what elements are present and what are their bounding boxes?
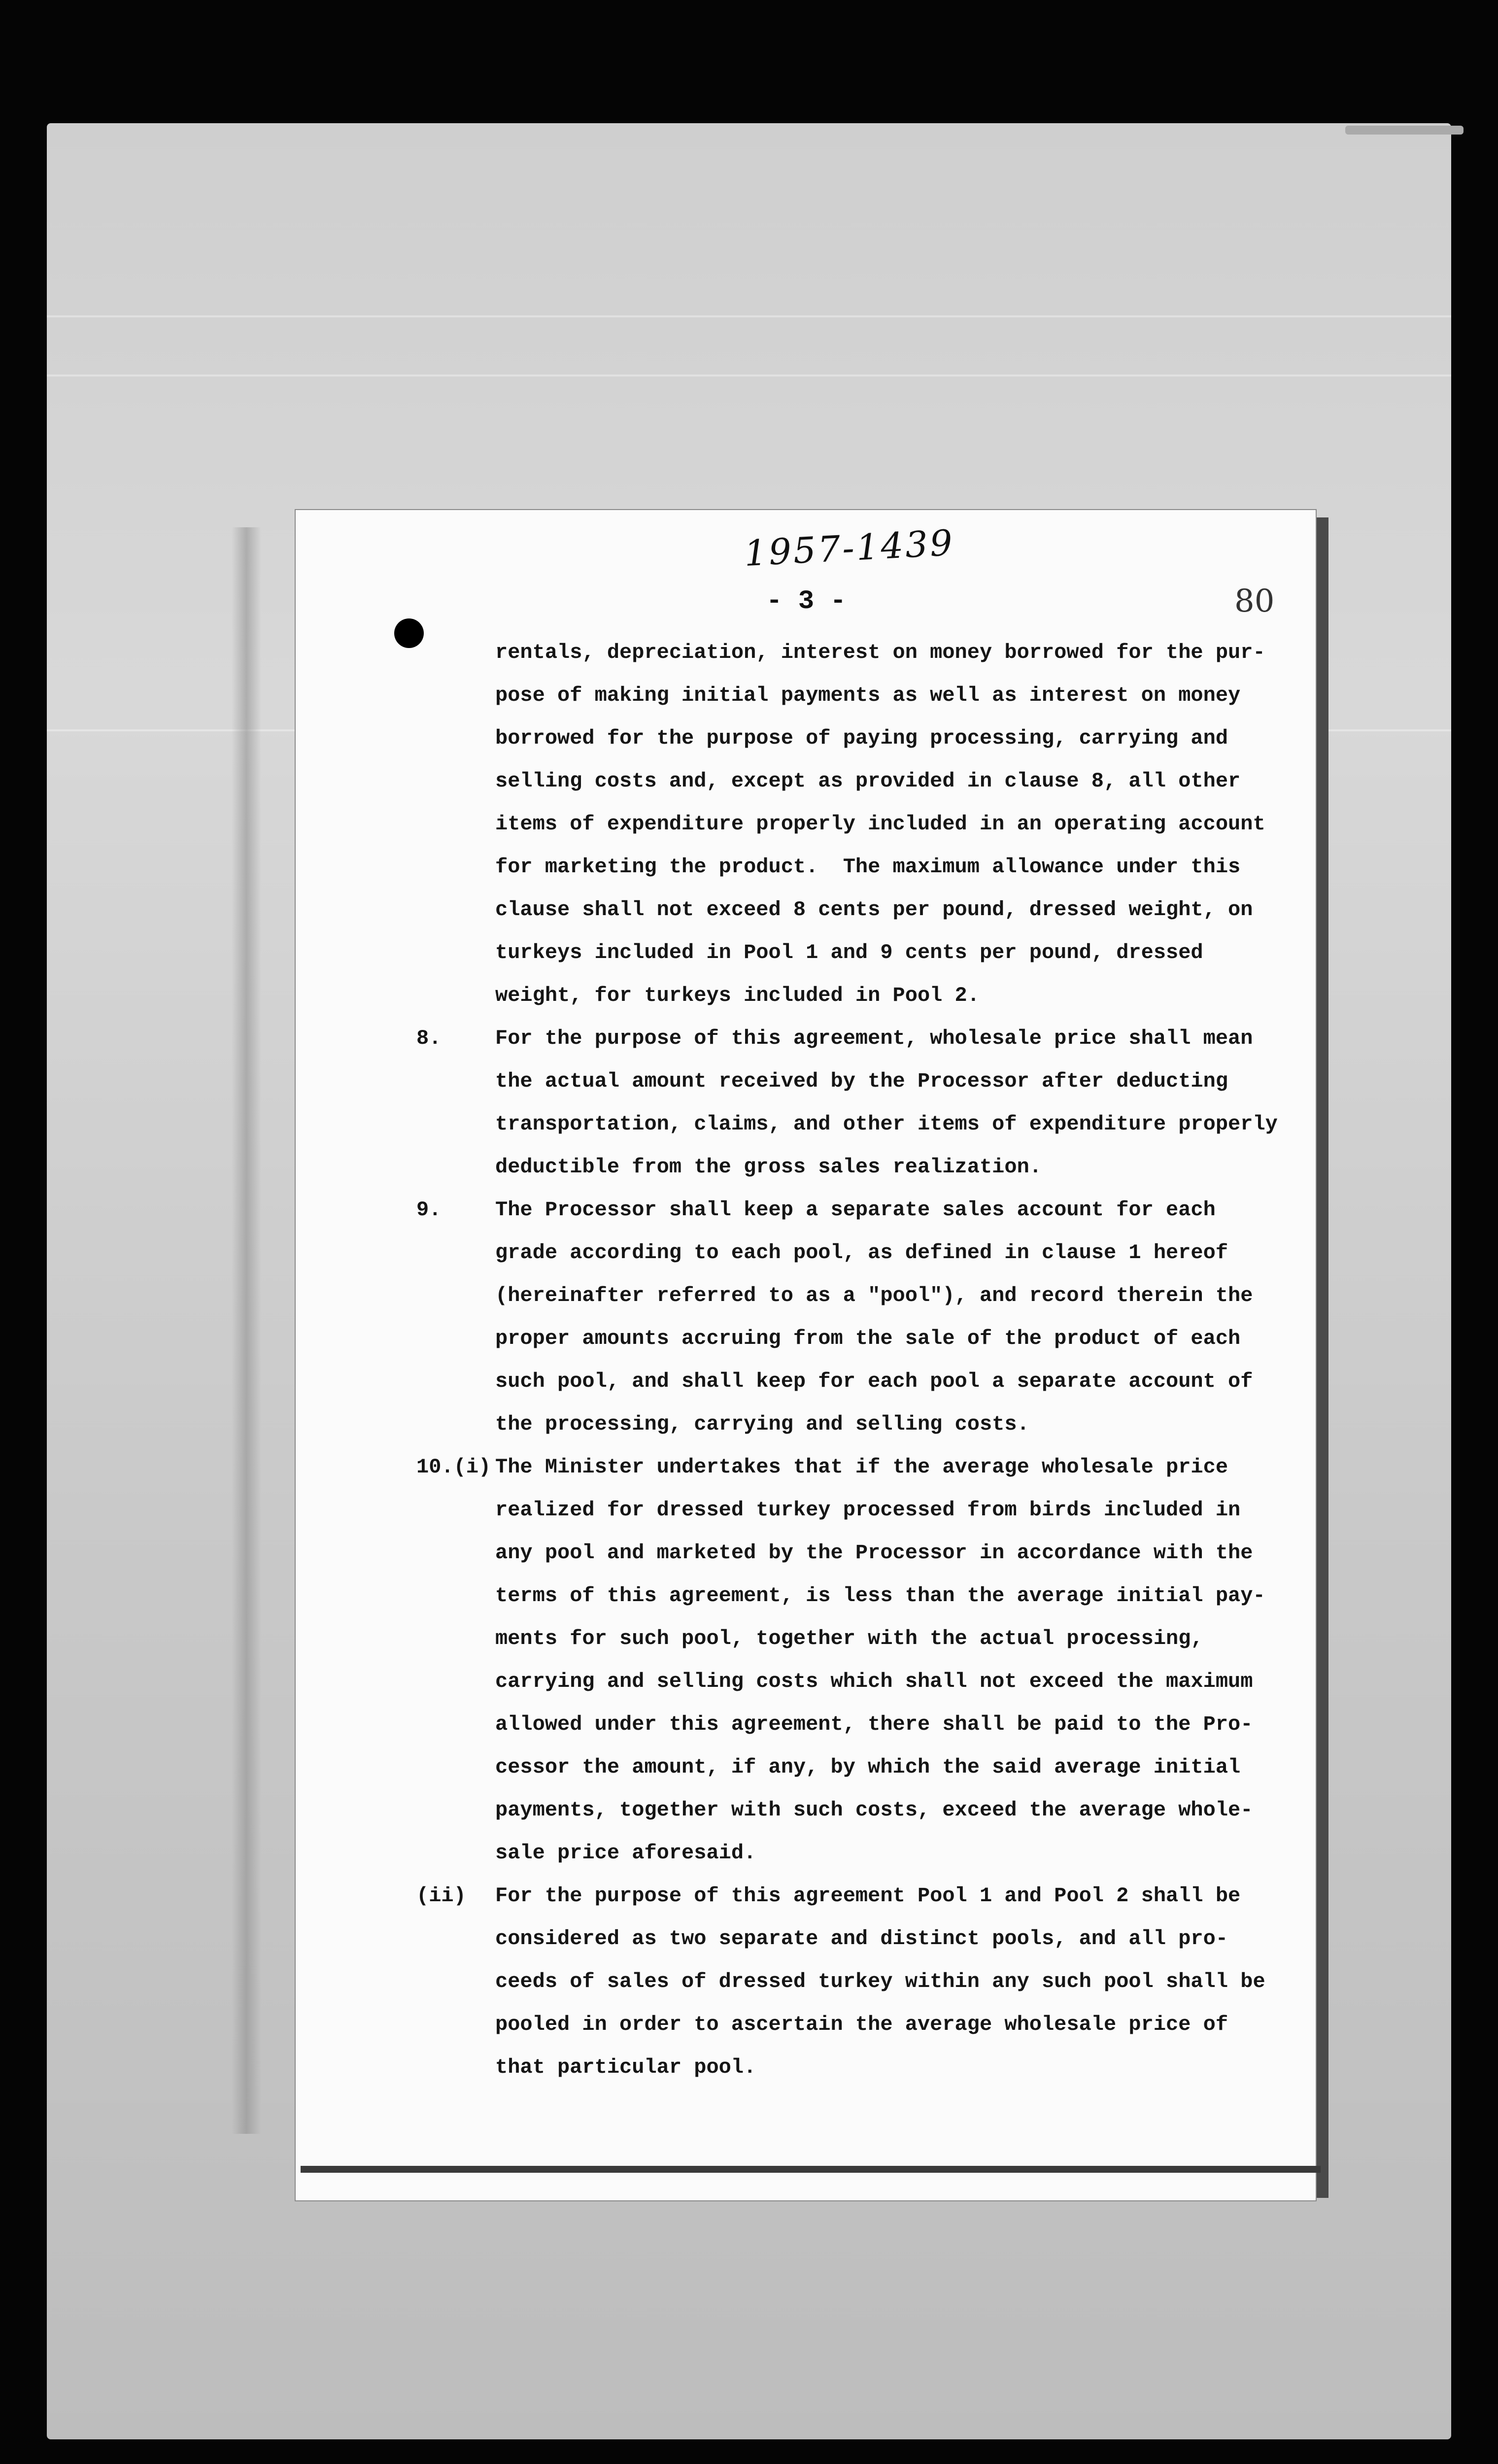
text-line: deductible from the gross sales realization. (495, 1155, 1042, 1179)
text-line: The Minister undertakes that if the average wholesale price (495, 1455, 1228, 1479)
text-line: realized for dressed turkey processed from birds included in (495, 1498, 1241, 1522)
text-line: ments for such pool, together with the actual processing, (495, 1627, 1203, 1650)
text-line: turkeys included in Pool 1 and 9 cents per pound, dressed (495, 941, 1203, 964)
clause-number: (ii) (416, 1884, 466, 1908)
text-line: items of expenditure properly included in an operating account (495, 812, 1265, 836)
text-line: the processing, carrying and selling costs. (495, 1412, 1029, 1436)
page-number: - 3 - (766, 586, 847, 616)
text-line: allowed under this agreement, there shall be paid to the Pro- (495, 1712, 1253, 1736)
text-line: For the purpose of this agreement Pool 1 and Pool 2 shall be (495, 1884, 1241, 1908)
text-line: carrying and selling costs which shall not exceed the maximum (495, 1670, 1253, 1693)
clause-number: 8. (416, 1027, 442, 1050)
text-line: grade according to each pool, as defined in clause 1 hereof (495, 1241, 1228, 1265)
text-line: transportation, claims, and other items of expenditure properly (495, 1112, 1278, 1136)
paper-shadow (232, 527, 261, 2134)
text-line: ceeds of sales of dressed turkey within any such pool shall be (495, 1970, 1265, 1993)
clause-number: 9. (416, 1198, 442, 1222)
text-line: clause shall not exceed 8 cents per pound, dressed weight, on (495, 898, 1253, 922)
text-line: considered as two separate and distinct pools, and all pro- (495, 1927, 1228, 1951)
backdrop-streak (47, 375, 1451, 376)
text-line: rentals, depreciation, interest on money borrowed for the pur- (495, 641, 1265, 664)
punch-hole (394, 618, 424, 648)
text-line: payments, together with such costs, exceed the average whole- (495, 1798, 1253, 1822)
text-line: terms of this agreement, is less than the average initial pay- (495, 1584, 1265, 1608)
clause-number: 10.(i) (416, 1455, 491, 1479)
text-line: weight, for turkeys included in Pool 2. (495, 984, 980, 1007)
text-line: proper amounts accruing from the sale of the product of each (495, 1327, 1241, 1350)
text-line: selling costs and, except as provided in clause 8, all other (495, 769, 1241, 793)
edge-mark (1345, 126, 1464, 135)
page-bottom-edge (301, 2166, 1321, 2173)
text-line: sale price aforesaid. (495, 1841, 756, 1865)
text-line: (hereinafter referred to as a "pool"), and record therein the (495, 1284, 1253, 1307)
backdrop-streak (47, 315, 1451, 317)
text-line: For the purpose of this agreement, wholesale price shall mean (495, 1027, 1253, 1050)
folio-stamp: 80 (1234, 583, 1275, 619)
text-line: pooled in order to ascertain the average wholesale price of (495, 2013, 1228, 2036)
handwritten-reference: 1957-1439 (743, 521, 955, 575)
text-line: that particular pool. (495, 2055, 756, 2079)
text-line: cessor the amount, if any, by which the said average initial (495, 1755, 1241, 1779)
text-line: borrowed for the purpose of paying processing, carrying and (495, 726, 1228, 750)
text-line: for marketing the product. The maximum allowance under this (495, 855, 1241, 879)
text-line: The Processor shall keep a separate sales account for each (495, 1198, 1216, 1222)
page-right-edge (1317, 517, 1328, 2198)
text-line: the actual amount received by the Processor after deducting (495, 1069, 1228, 1093)
text-line: such pool, and shall keep for each pool a separate account of (495, 1369, 1253, 1393)
text-line: any pool and marketed by the Processor in accordance with the (495, 1541, 1253, 1565)
text-line: pose of making initial payments as well as interest on money (495, 684, 1241, 707)
